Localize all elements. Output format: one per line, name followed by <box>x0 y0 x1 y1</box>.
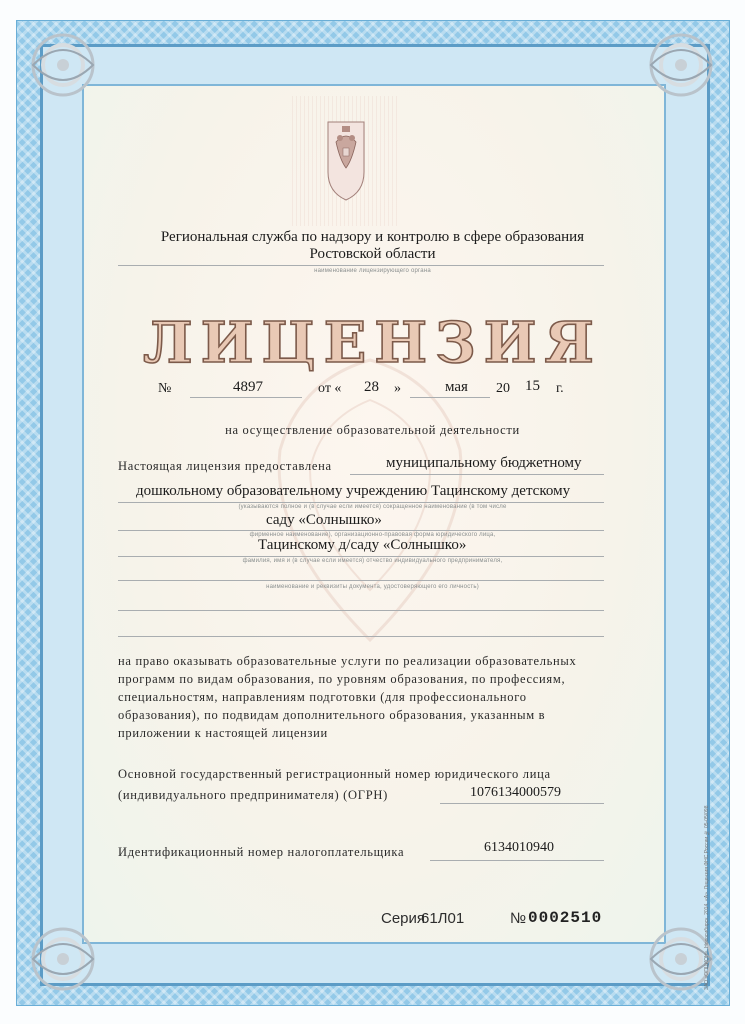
printer-note: ЗАО «ОПЦИОН», Новосибирск, 2014, «А». Лицензия ФНС России № 05-05/098 <box>704 805 710 990</box>
licensee-underline-2 <box>118 502 604 503</box>
authority-line-1: Региональная служба по надзору и контролю в сфере образования <box>160 229 585 245</box>
rights-line-2: программ по видам образования, по уровням образования, по профессиям, <box>118 672 566 686</box>
inn-value: 6134010940 <box>484 840 554 855</box>
license-number: 4897 <box>233 379 263 395</box>
ogrn-value: 1076134000579 <box>470 785 561 800</box>
rights-line-5: приложении к настоящей лицензии <box>118 726 328 740</box>
licensee-caption-2: фирменное наименование), организационно-правовая форма юридического лица, <box>249 532 496 538</box>
licensee-underline-5 <box>118 580 604 581</box>
inn-underline <box>430 860 604 861</box>
licensee-underline-3 <box>118 530 604 531</box>
licensee-caption-3: фамилия, имя и (в случае если имеется) отчество индивидуального предпринимателя, <box>242 558 503 564</box>
licensee-line-1: муниципальному бюджетному <box>386 455 582 471</box>
ogrn-label-1: Основной государственный регистрационный номер юридического лица <box>118 767 551 781</box>
licensee-caption-4: наименование и реквизиты документа, удостоверяющего его личность) <box>266 584 479 590</box>
licensee-line-4: Тацинскому д/саду «Солнышко» <box>258 537 467 553</box>
licensee-caption-1: (указываются полное и (в случае если имеется) сокращенное наименование (в том числе <box>238 504 507 510</box>
licensee-line-3: саду «Солнышко» <box>266 512 382 528</box>
year-label: г. <box>556 381 564 396</box>
licensee-underline-6 <box>118 610 604 611</box>
month-underline <box>410 397 490 398</box>
licensee-line-2: дошкольному образовательному учреждению Тацинскому детскому <box>136 483 571 499</box>
license-month: мая <box>445 379 468 395</box>
corner-ornament-icon <box>642 26 720 104</box>
coat-of-arms-icon <box>322 112 370 208</box>
series-label: Серия <box>381 910 426 927</box>
activity-text: на осуществление образовательной деятельности <box>225 423 520 437</box>
inn-label: Идентификационный номер налогоплательщика <box>118 845 405 859</box>
from-label: от « <box>318 381 342 396</box>
document-title: ЛИЦЕНЗИЯ <box>143 310 602 376</box>
licensee-underline-1 <box>350 474 604 475</box>
rights-line-3: специальностям, направлениям подготовки (для профессионального <box>118 690 527 704</box>
corner-ornament-icon <box>24 26 102 104</box>
series-number-label: № <box>510 910 527 927</box>
ogrn-label-2: (индивидуального предпринимателя) (ОГРН) <box>118 788 388 802</box>
licensee-underline-4 <box>118 556 604 557</box>
series-number: 0002510 <box>528 909 603 927</box>
number-underline <box>190 397 302 398</box>
authority-underline <box>118 265 604 266</box>
number-label: № <box>158 381 172 396</box>
rights-line-4: образования), по подвидам дополнительного образования, указанным в <box>118 708 546 722</box>
authority-caption: наименование лицензирующего органа <box>314 268 431 274</box>
close-quote: » <box>394 381 401 396</box>
ogrn-underline <box>440 803 604 804</box>
license-day: 28 <box>364 379 379 395</box>
license-year: 15 <box>525 378 540 394</box>
year-prefix: 20 <box>496 381 510 396</box>
corner-ornament-icon <box>24 920 102 998</box>
licensee-underline-7 <box>118 636 604 637</box>
licensee-label: Настоящая лицензия предоставлена <box>118 459 332 473</box>
authority-line-2: Ростовской области <box>309 246 436 262</box>
rights-line-1: на право оказывать образовательные услуги по реализации образовательных <box>118 654 577 668</box>
series-value: 61Л01 <box>421 910 465 927</box>
